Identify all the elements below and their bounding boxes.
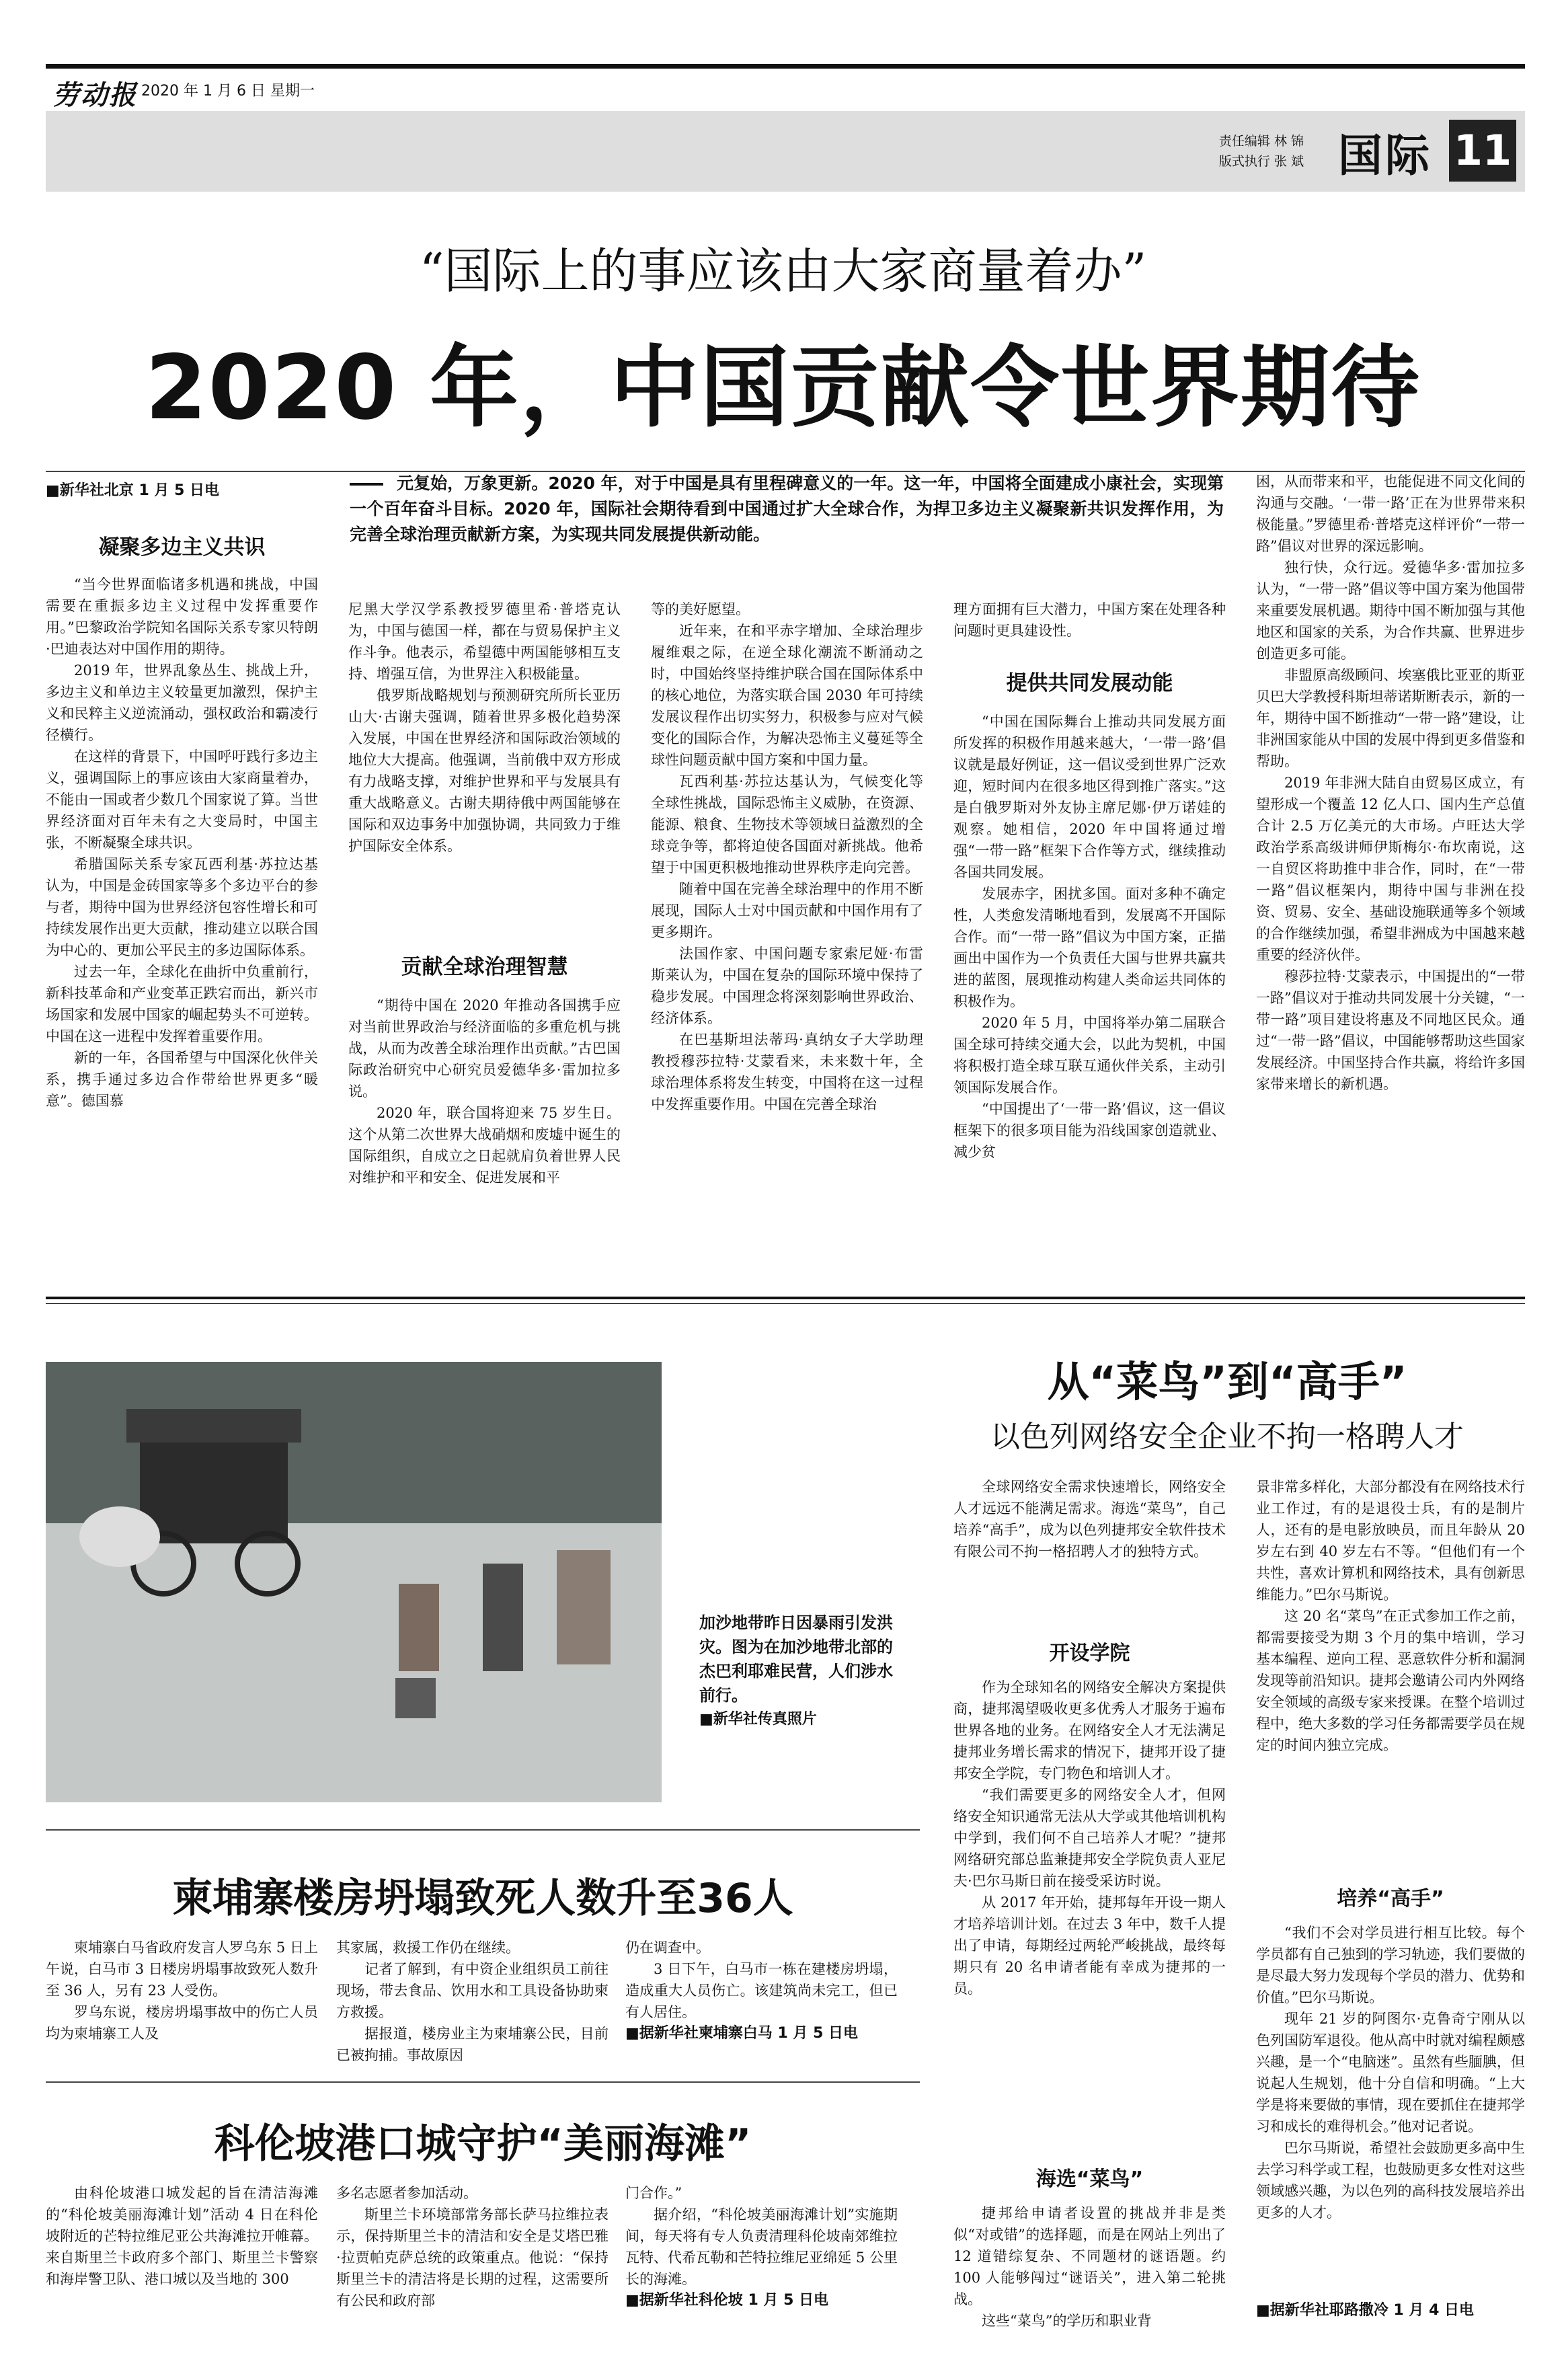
- column-4-text: [953, 599, 1226, 646]
- story2-col2-text: [1256, 1476, 1525, 1870]
- story3-headline: 柬埔寨楼房坍塌致死人数升至36人: [172, 1875, 793, 1922]
- paragraph: “我们需要更多的网络安全人才，但网络安全知识通常无法从大学或其他培训机构中学到，我们何不自己培养人才呢？”捷邦网络研究部总监兼捷邦安全学院负责人亚尼夫·巴尔马斯日前在接受采访时说。: [953, 1787, 1226, 1889]
- paragraph: 多名志愿者参加活动。: [336, 2185, 477, 2201]
- story4-headline: 科伦坡港口城守护“美丽海滩”: [214, 2120, 752, 2167]
- story3-column-2: [336, 1937, 609, 2065]
- lead-headline: 2020 年，中国贡献令世界期待: [145, 336, 1421, 440]
- lead-column-4: [953, 599, 1226, 1271]
- paragraph: 其家属，救援工作仍在继续。: [336, 1940, 520, 1956]
- column-4b-text: [953, 711, 1226, 1262]
- paragraph: 据报道，楼房业主为柬埔寨公民，目前已被拘捕。事故原因: [336, 2026, 609, 2063]
- paragraph: 由科伦坡港口城发起的旨在清洁海滩的“科伦坡美丽海滩计划”活动 4 日在科伦坡附近的芒特拉维尼亚公共海滩拉开帷幕。来自斯里兰卡政府多个部门、斯里兰卡警察和海岸警卫队、港口城以及当地的 300: [46, 2185, 318, 2287]
- story3-rule: [46, 1829, 920, 1831]
- paragraph: 3 日下午，白马市一栋在建楼房坍塌，造成重大人员伤亡。该建筑尚未完工，但已有人居住。: [625, 1961, 898, 2020]
- paragraph: 随着中国在完善全球治理中的作用不断展现，国际人士对中国贡献和中国作用有了更多期许。: [651, 881, 923, 940]
- photo-caption-text: 加沙地带昨日因暴雨引发洪灾。图为在加沙地带北部的杰巴利耶难民营，人们涉水前行。: [699, 1613, 893, 1705]
- lead-column-3: [651, 599, 923, 1271]
- paragraph: 捷邦给申请者设置的挑战并非是类似“对或错”的选择题，而是在网站上列出了 12 道错综复杂、不同题材的谜语题。约 100 人能够闯过“谜语关”，进入第二轮挑战。: [953, 2205, 1226, 2307]
- subhead-multilateralism: 凝聚多边主义共识: [98, 535, 266, 560]
- subhead-development: 提供共同发展动能: [1006, 671, 1173, 695]
- paragraph: 景非常多样化，大部分都没有在网络技术行业工作过，有的是退役士兵，有的是制片人，还有的是电影放映员，而且年龄从 20 岁左右到 40 岁左右不等。“但他们有一个共性，喜欢计算机和网络技术，具有创新思维能力。”巴尔马斯说。: [1256, 1479, 1525, 1603]
- masthead-top-rule: [46, 64, 1525, 69]
- paragraph: 现年 21 岁的阿图尔·克鲁奇宁刚从以色列国防军退役。他从高中时就对编程颇感兴趣，是一个“电脑迷”。虽然有些腼腆，但说起人生规划，他十分自信和明确。“上大学是将来要做的事情，现在要抓住在捷邦学习和成长的难得机会。”他对记者说。: [1256, 2011, 1525, 2135]
- paragraph: 这些“菜鸟”的学历和职业背: [982, 2313, 1152, 2329]
- story2-col1b-text: [953, 1677, 1226, 2147]
- story2-col2b-text: [1256, 1922, 1525, 2299]
- paragraph: 理方面拥有巨大潜力，中国方案在处理各种问题时更具建设性。: [953, 601, 1226, 639]
- section-name: 国际: [1338, 129, 1432, 182]
- paragraph: 作为全球知名的网络安全解决方案提供商，捷邦渴望吸收更多优秀人才服务于遍布世界各地的业务。在网络安全人才无法满足捷邦业务增长需求的情况下，捷邦开设了捷邦安全学院，专门物色和培训人才。: [953, 1679, 1226, 1781]
- paragraph: 仍在调查中。: [625, 1940, 710, 1956]
- photo-credit: ■新华社传真照片: [699, 1711, 817, 1728]
- story4-rule: [46, 2081, 920, 2083]
- story2-column-2: [1256, 1476, 1525, 2350]
- section-divider: [46, 1297, 1525, 1299]
- lead-intro: [350, 471, 1224, 558]
- story2-column-1: [953, 1476, 1226, 2350]
- intro-dash: [350, 483, 383, 486]
- story4-column-3: [625, 2182, 898, 2350]
- paragraph: 穆莎拉特·艾蒙表示，中国提出的“一带一路”倡议对于推动共同发展十分关键，“一带一路”项目建设将惠及不同地区民众。通过“一带一路”倡议，中国能够帮助这些国家发展经济。中国坚持合作共赢，将给许多国家带来增长的新机遇。: [1256, 968, 1525, 1092]
- lead-intro-text: 元复始，万象更新。2020 年，对于中国是具有里程碑意义的一年。这一年，中国将全面建成小康社会，实现第一个百年奋斗目标。2020 年，国际社会期待看到中国通过扩大全球合作，为捍卫多边主义凝聚新共识发挥作用，为完善全球治理贡献新方案，为实现共同发展提供新动能。: [350, 473, 1224, 544]
- paragraph: 巴尔马斯说，希望社会鼓励更多高中生去学习科学或工程，也鼓励更多女性对这些领域感兴趣，为以色列的高科技发展培养出更多的人才。: [1256, 2140, 1525, 2221]
- subhead-academy: 开设学院: [1049, 1642, 1130, 1665]
- editor-credit: 责任编辑 林 锦: [1218, 134, 1304, 149]
- issue-date: 2020 年 1 月 6 日 星期一: [141, 83, 315, 100]
- column-1-text: [46, 574, 318, 1273]
- paragraph: 俄罗斯战略规划与预测研究所所长亚历山大·古谢夫强调，随着世界多极化趋势深入发展，中国在世界经济和国际政治领域的地位大大提高。他强调，当前俄中双方形成有力战略支撑，对维护世界和平与发展具有重大战略意义。古谢夫期待俄中两国能够在国际和双边事务中加强协调，共同致力于维护国际安全体系。: [348, 687, 621, 854]
- paragraph: 斯里兰卡环境部常务部长萨马拉维拉表示，保持斯里兰卡的清洁和安全是艾塔巴雅·拉贾帕克萨总统的政策重点。他说：“保持斯里兰卡的清洁将是长期的过程，这需要所有公民和政府部: [336, 2206, 609, 2309]
- story3-credit: ■据新华社柬埔寨白马 1 月 5 日电: [625, 2025, 859, 2042]
- paragraph: 罗乌东说，楼房坍塌事故中的伤亡人员均为柬埔寨工人及: [46, 2004, 318, 2042]
- paragraph: 在这样的背景下，中国呼吁践行多边主义，强调国际上的事应该由大家商量着办，不能由一国或者少数几个国家说了算。当世界经济面对百年未有之大变局时，中国主张，不断凝聚全球共识。: [46, 748, 318, 851]
- flood-photo-image: [46, 1362, 662, 1802]
- flood-photo: [46, 1362, 662, 1802]
- paragraph: 2019 年非洲大陆自由贸易区成立，有望形成一个覆盖 12 亿人口、国内生产总值合计 2.5 万亿美元的大市场。卢旺达大学政治学系高级讲师伊斯梅尔·布坎南说，这一自贸区将助推中非合作，同时，在“一带一路”倡议框架内，期待中国与非洲在投资、贸易、安全、基础设施联通等多个领域的合作继续加强，希望非洲成为中国越来越重要的经济伙伴。: [1256, 775, 1525, 963]
- photo-caption: [699, 1611, 901, 1732]
- editors-credit: [1219, 131, 1304, 171]
- paragraph: 2019 年，世界乱象丛生、挑战上升，多边主义和单边主义较量更加激烈，保护主义和民粹主义逆流涌动，强权政治和霸凌行径横行。: [46, 662, 318, 743]
- story2-subtitle: 以色列网络安全企业不拘一格聘人才: [990, 1420, 1464, 1454]
- paragraph: 等的美好愿望。: [651, 601, 750, 617]
- layout-credit: 版式执行 张 斌: [1218, 154, 1304, 169]
- paragraph: 尼黑大学汉学系教授罗德里希·普塔克认为，中国与德国一样，都在与贸易保护主义作斗争。他表示，希望德中两国能够相互支持、增强互信，为世界注入积极能量。: [348, 601, 621, 682]
- story2-headline: 从“菜鸟”到“高手”: [1047, 1357, 1407, 1406]
- subhead-rookies: 海选“菜鸟”: [1035, 2167, 1144, 2191]
- paragraph: 过去一年，全球化在曲折中负重前行，新科技革命和产业变革正跌宕而出，新兴市场国家和发展中国家的崛起势头不可逆转。中国在这一进程中发挥着重要作用。: [46, 964, 318, 1044]
- section-divider-thin: [46, 1303, 1525, 1304]
- story4-column-1: [46, 2182, 318, 2350]
- lead-column-1: [46, 525, 318, 1271]
- paragraph: 2020 年，联合国将迎来 75 岁生日。这个从第二次世界大战硝烟和废墟中诞生的国际组织，自成立之日起就肩负着世界人民对维护和平和安全、促进发展和平: [348, 1105, 621, 1186]
- column-2b-text: [348, 995, 621, 1264]
- paragraph: 法国作家、中国问题专家索尼娅·布雷斯莱认为，中国在复杂的国际环境中保持了稳步发展。中国理念将深刻影响世界政治、经济体系。: [651, 946, 923, 1026]
- newspaper-logo: 劳动报: [52, 79, 137, 111]
- paragraph: 门合作。”: [625, 2185, 682, 2201]
- story2-col1-text: [953, 1476, 1226, 1624]
- paragraph: 从 2017 年开始，捷邦每年开设一期人才培养培训计划。在过去 3 年中，数千人提出了申请，每期经过两轮严峻挑战，最终每期只有 20 名申请者能有幸成为捷邦的一员。: [953, 1894, 1226, 1997]
- lead-column-2: [348, 599, 621, 1271]
- lead-dateline: ■新华社北京 1 月 5 日电: [46, 482, 220, 499]
- story3-column-1: [46, 1937, 318, 2065]
- paragraph: 发展赤字，困扰多国。面对多种不确定性，人类愈发清晰地看到，发展离不开国际合作。而“一带一路”倡议为中国方案，正描画出中国作为一个负责任大国与世界共赢共进的蓝图，展现推动构建人类命运共同体的积极作为。: [953, 886, 1226, 1009]
- subhead-experts: 培养“高手”: [1337, 1887, 1444, 1911]
- paragraph: “中国提出了‘一带一路’倡议，这一倡议框架下的很多项目能为沿线国家创造就业、减少贫: [953, 1101, 1226, 1160]
- story2-credit: ■据新华社耶路撒冷 1 月 4 日电: [1256, 2302, 1475, 2319]
- paragraph: 据介绍，“科伦坡美丽海滩计划”实施期间，每天将有专人负责清理科伦坡南郊维拉瓦特、代希瓦勒和芒特拉维尼亚绵延 5 公里长的海滩。: [625, 2206, 898, 2287]
- column-5-text: [1256, 471, 1525, 1271]
- lead-column-5: [1256, 471, 1525, 1271]
- subhead-governance: 贡献全球治理智慧: [401, 955, 568, 979]
- story4-column-2: [336, 2182, 609, 2350]
- paragraph: 全球网络安全需求快速增长，网络安全人才远远不能满足需求。海选“菜鸟”，自己培养“高手”，成为以色列捷邦安全软件技术有限公司不拘一格招聘人才的独特方式。: [953, 1479, 1226, 1560]
- paragraph: “期待中国在 2020 年推动各国携手应对当前世界政治与经济面临的多重危机与挑战，从而为改善全球治理作出贡献。”古巴国际政治研究中心研究员爱德华多·雷加拉多说。: [348, 997, 621, 1100]
- paragraph: 希腊国际关系专家瓦西利基·苏拉达基认为，中国是金砖国家等多个多边平台的参与者，期待中国为世界经济包容性增长和可持续发展作出更大贡献，推动建立以联合国为中心的、更加公平民主的多边国际体系。: [46, 856, 318, 958]
- story3-column-3: [625, 1937, 898, 2065]
- paragraph: 2020 年 5 月，中国将举办第二届联合国全球可持续交通大会，以此为契机，中国将积极打造全球互联互通伙伴关系，主动引领国际发展合作。: [953, 1015, 1226, 1096]
- paragraph: 瓦西利基·苏拉达基认为，气候变化等全球性挑战，国际恐怖主义威胁，在资源、能源、粮食、生物技术等领域日益激烈的全球竞争等，都将迫使各国面对新挑战。他希望于中国更积极地推动世界秩序走向完善。: [651, 773, 923, 876]
- page-number: 11: [1449, 120, 1516, 182]
- story2-col1c-text: [953, 2202, 1226, 2357]
- paragraph: 新的一年，各国希望与中国深化伙伴关系，携手通过多边合作带给世界更多“暖意”。德国慕: [46, 1050, 318, 1109]
- paragraph: “当今世界面临诸多机遇和挑战，中国需要在重振多边主义过程中发挥重要作用。”巴黎政治学院知名国际关系专家贝特朗·巴迪表达对中国作用的期待。: [46, 576, 318, 657]
- paragraph: 这 20 名“菜鸟”在正式参加工作之前，都需要接受为期 3 个月的集中培训，学习基本编程、逆向工程、恶意软件分析和漏洞发现等前沿知识。捷邦会邀请公司内外网络安全领域的高级专家来授课。在整个培训过程中，绝大多数的学习任务都需要学员在规定的时间内独立完成。: [1256, 1608, 1525, 1753]
- paragraph: 近年来，在和平赤字增加、全球治理步履维艰之际，在逆全球化潮流不断涌动之时，中国始终坚持维护联合国在国际体系中的核心地位，为落实联合国 2030 年可持续发展议程作出切实努力，积极参与应对气候变化的国际合作，为解决恐怖主义蔓延等全球性问题贡献中国方案和中国力量。: [651, 623, 923, 768]
- paragraph: 困，从而带来和平，也能促进不同文化间的沟通与交融。‘一带一路’正在为世界带来积极能量。”罗德里希·普塔克这样评价“一带一路”倡议对世界的深远影响。: [1256, 473, 1525, 554]
- paragraph: 在巴基斯坦法蒂玛·真纳女子大学助理教授穆莎拉特·艾蒙看来，未来数十年，全球治理体系将发生转变，中国将在这一过程中发挥重要作用。中国在完善全球治: [651, 1032, 923, 1112]
- paragraph: 非盟原高级顾问、埃塞俄比亚亚的斯亚贝巴大学教授科斯坦蒂诺斯断表示，新的一年，期待中国不断推动“一带一路”建设，让非洲国家能从中国的发展中得到更多借鉴和帮助。: [1256, 667, 1525, 769]
- paragraph: “中国在国际舞台上推动共同发展方面所发挥的积极作用越来越大，‘一带一路’倡议就是最好例证，这一倡议受到世界广泛欢迎，短时间内在很多地区得到推广落实。”这是白俄罗斯对外友协主席尼娜·伊万诺娃的观察。她相信，2020 年中国将通过增强“一带一路”框架下合作等方式，继续推动各国共同发展。: [953, 714, 1226, 880]
- column-2-text: [348, 599, 621, 935]
- paragraph: 记者了解到，有中资企业组织员工前往现场，带去食品、饮用水和工具设备协助柬方救援。: [336, 1961, 609, 2020]
- paragraph: “我们不会对学员进行相互比较。每个学员都有自己独到的学习轨迹，我们要做的是尽最大努力发现每个学员的潜力、优势和价值。”巴尔马斯说。: [1256, 1925, 1525, 2005]
- column-3-text: [651, 599, 923, 1271]
- lead-kicker: “国际上的事应该由大家商量着办”: [419, 243, 1147, 299]
- story4-credit: ■据新华社科伦坡 1 月 5 日电: [625, 2292, 829, 2309]
- paragraph: 独行快，众行远。爱德华多·雷加拉多认为，“一带一路”倡议等中国方案为他国带来重要发展机遇。期待中国不断加强与其他地区和国家的关系，为合作共赢、世界进步创造更多可能。: [1256, 560, 1525, 662]
- paragraph: 柬埔寨白马省政府发言人罗乌东 5 日上午说，白马市 3 日楼房坍塌事故致死人数升至 36 人，另有 23 人受伤。: [46, 1940, 318, 1999]
